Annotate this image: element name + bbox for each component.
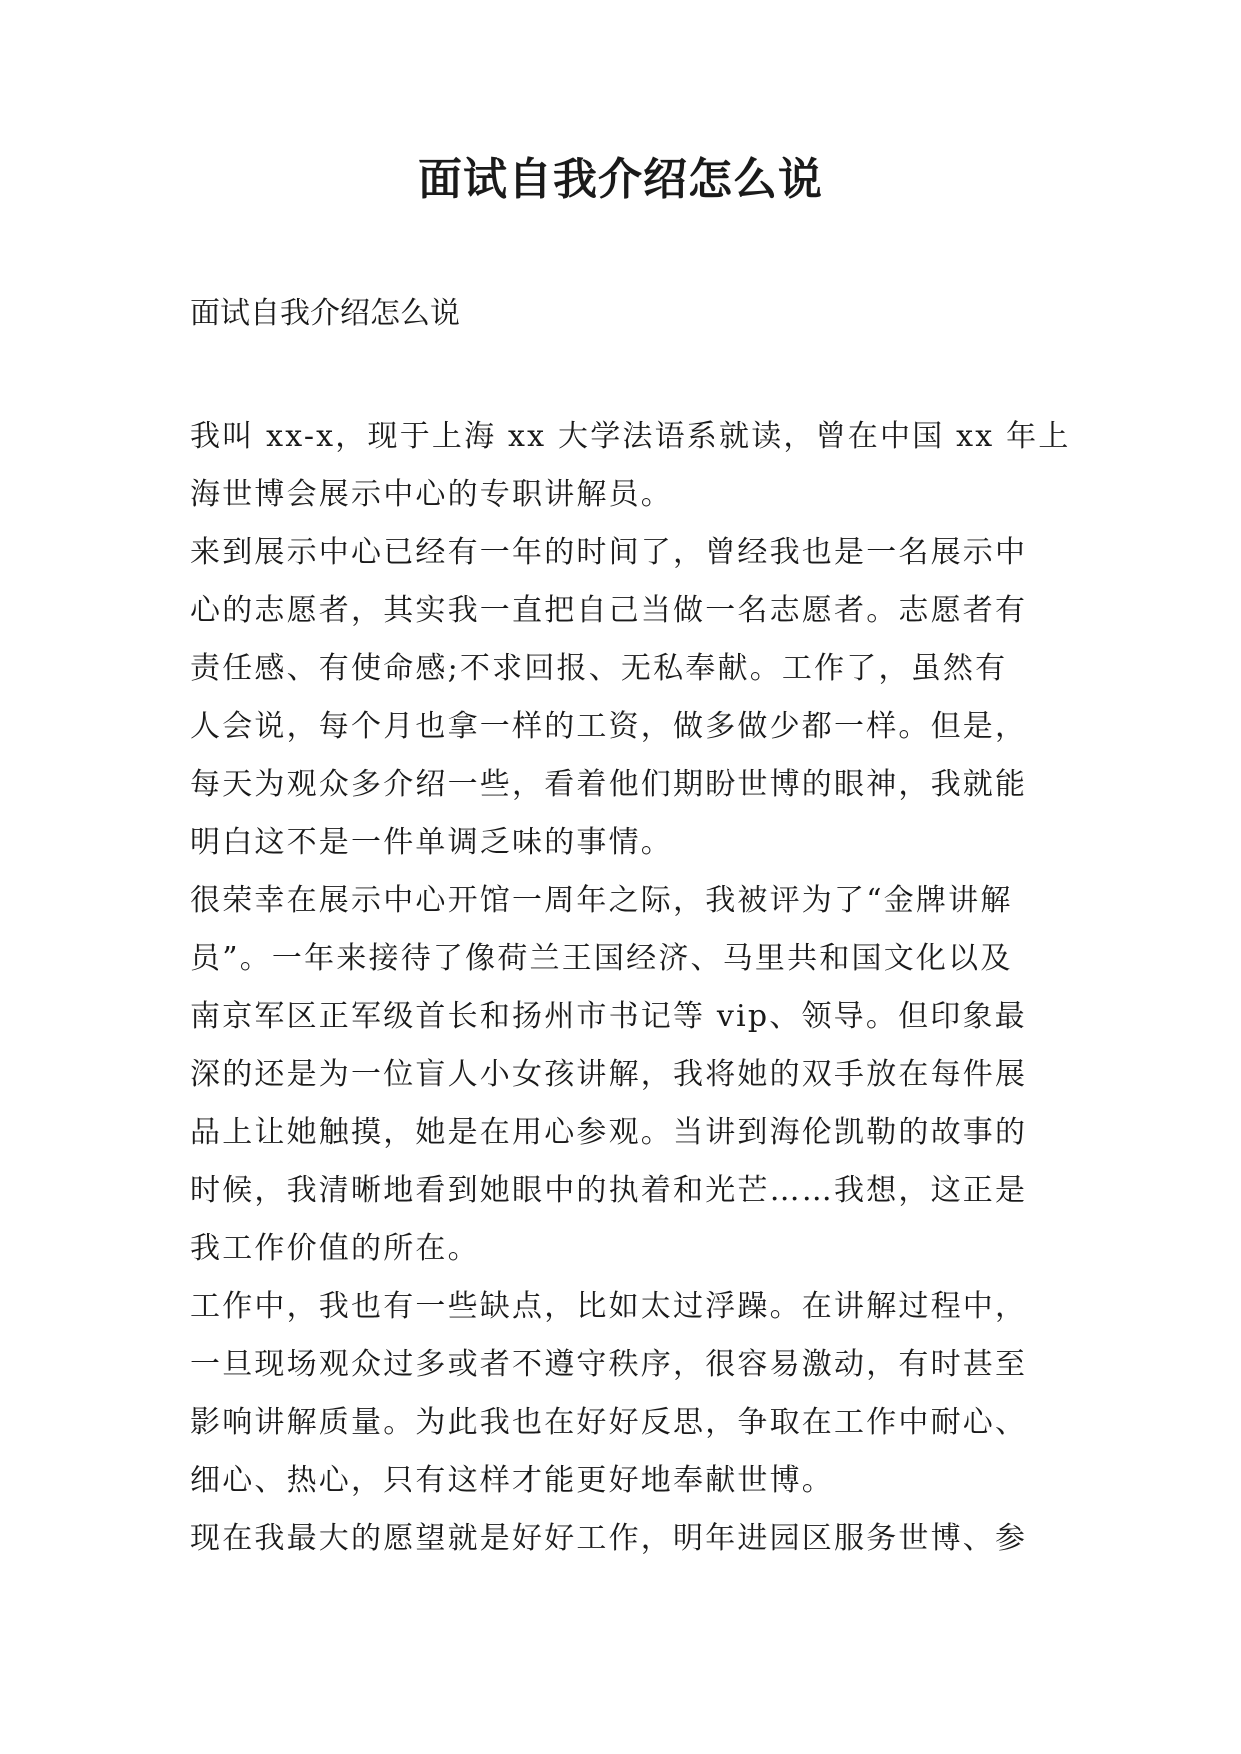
- body-line: 员”。一年来接待了像荷兰王国经济、马里共和国文化以及: [190, 941, 1013, 976]
- body-line: 海世博会展示中心的专职讲解员。: [190, 477, 673, 512]
- body-line: 细心、热心，只有这样才能更好地奉献世博。: [190, 1463, 834, 1498]
- body-line: 南京军区正军级首长和扬州市书记等 vip、领导。但印象最: [190, 999, 1027, 1034]
- document-body: [190, 408, 1070, 1568]
- body-line: 每天为观众多介绍一些，看着他们期盼世博的眼神，我就能: [190, 767, 1028, 802]
- body-line: 很荣幸在展示中心开馆一周年之际，我被评为了“金牌讲解: [190, 883, 1013, 918]
- body-line: 现在我最大的愿望就是好好工作，明年进园区服务世博、参: [190, 1521, 1028, 1556]
- body-line: 责任感、有使命感;不求回报、无私奉献。工作了，虽然有: [190, 651, 1008, 686]
- body-line: 我工作价值的所在。: [190, 1231, 480, 1266]
- body-line: 时候，我清晰地看到她眼中的执着和光芒……我想，这正是: [190, 1173, 1028, 1208]
- body-line: 明白这不是一件单调乏味的事情。: [190, 825, 673, 860]
- body-line: 深的还是为一位盲人小女孩讲解，我将她的双手放在每件展: [190, 1057, 1028, 1092]
- body-line: 人会说，每个月也拿一样的工资，做多做少都一样。但是，: [190, 709, 1028, 744]
- body-line: 工作中，我也有一些缺点，比如太过浮躁。在讲解过程中，: [190, 1289, 1028, 1324]
- body-line: 心的志愿者，其实我一直把自己当做一名志愿者。志愿者有: [190, 593, 1028, 628]
- document-title: 面试自我介绍怎么说: [418, 154, 823, 205]
- body-line: 品上让她触摸，她是在用心参观。当讲到海伦凯勒的故事的: [190, 1115, 1028, 1150]
- body-line: 影响讲解质量。为此我也在好好反思，争取在工作中耐心、: [190, 1405, 1028, 1440]
- body-line: 一旦现场观众过多或者不遵守秩序，很容易激动，有时甚至: [190, 1347, 1028, 1382]
- document-subtitle: 面试自我介绍怎么说: [190, 296, 460, 331]
- body-line: 来到展示中心已经有一年的时间了，曾经我也是一名展示中: [190, 535, 1028, 570]
- body-line: 我叫 xx-x，现于上海 xx 大学法语系就读，曾在中国 xx 年上: [190, 419, 1071, 454]
